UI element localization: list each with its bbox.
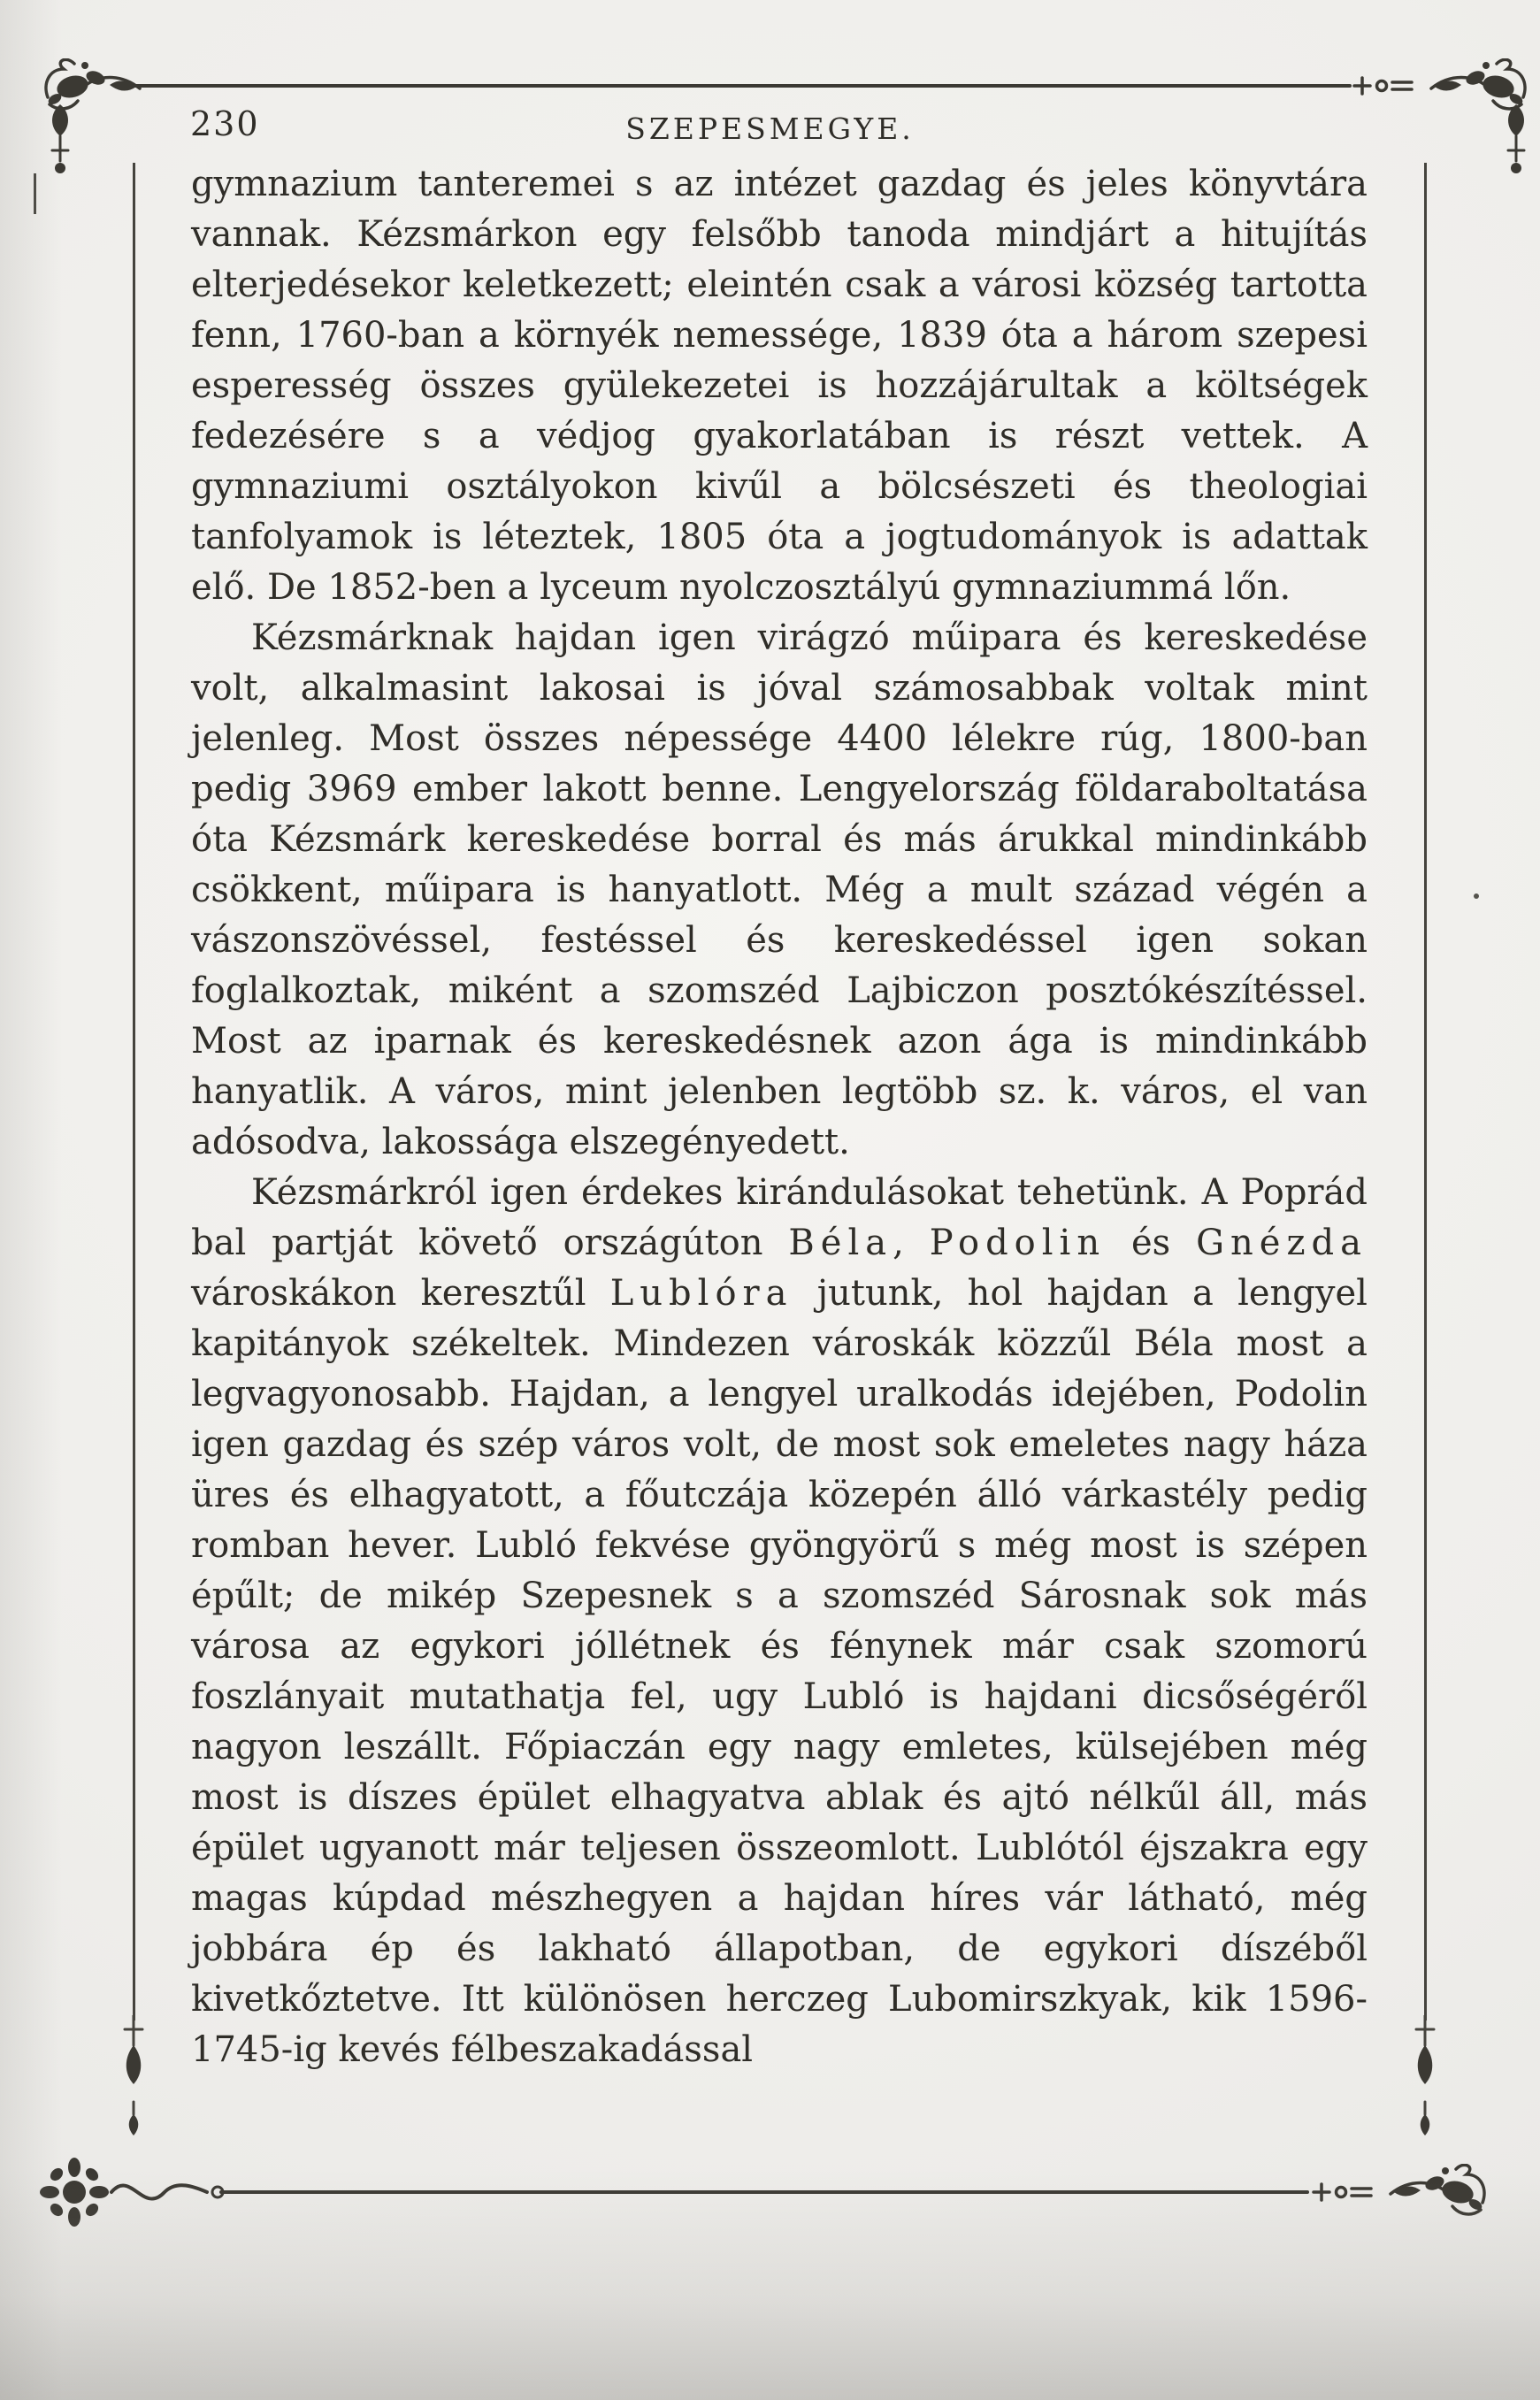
top-rule-end-marks-icon <box>1352 74 1415 97</box>
text-run: jutunk, hol hajdan a lengyel kapitányok székeltek. Mindezen városkák közzűl Béla most a legvagyonosabb. Hajdan, a lengyel uralkodás idejében, Podolin igen gazdag és szép város volt, de most sok emeletes nagy háza üres és elhagyatott, a főutczája közepén álló várkastély pedig romban hever. Lubló fekvése gyöngyörű s még most is szépen épűlt; de mikép Szepesnek s a szomszéd Sárosnak sok más városa az egykori jóllétnek és fénynek már csak szomorú foszlányait mutathatja fel, ugy Lubló is hajdani dicsőségéről nagyon leszállt. Főpiaczán egy nagy emletes, külsejében még most is díszes épület elhagyatva ablak és ajtó nélkűl áll, más épület ugyanott már teljesen összeomlott. Lublótól éjszakra egy magas kúpdad mészhegyen a hajdan híres vár látható, még jobbára ép és lakható állapotban, de egykori díszéből kivetkőztetve. Itt különösen herczeg Lubomirszkyak, kik 1596-1745-ig kevés félbeszakadással <box>191 1273 1368 2070</box>
text-run: Kézsmárkról igen érdekes kirándulásokat tehetünk. A Poprád bal partját követő országúton <box>191 1172 1368 1263</box>
page-left-shading <box>0 0 62 2400</box>
bottom-right-corner-flourish-icon <box>1378 2164 1490 2222</box>
text-run: gymnazium tanteremei s az intézet gazdag és jeles könyvtára vannak. Kézsmárkon egy felsőbb tanoda mindjárt a hitujítás elterjedésekor keletkezett; eleintén csak a városi község tartotta fenn, 1760-ban a környék nemessége, 1839 óta a három szepesi esperesség összes gyülekezetei is hozzájárultak a költségek fedezésére s a védjog gyakorlatában is részt vettek. A gymnaziumi osztályokon kivűl a bölcsészeti és theologiai tanfolyamok is léteztek, 1805 óta a jogtudományok is adattak elő. De 1852-ben a lyceum nyolczosztályú gymnaziummá lőn. <box>191 164 1368 608</box>
scan-artifact-mark <box>34 173 36 214</box>
bottom-frame-rule <box>219 2190 1309 2194</box>
text-run: városkákon keresztűl <box>191 1273 610 1314</box>
right-bottom-tassel-icon <box>1407 2015 1443 2139</box>
page-bottom-shading <box>0 2170 1540 2400</box>
text-run: , <box>893 1223 930 1263</box>
emphasized-place-name: Podolin <box>929 1223 1107 1263</box>
right-frame-rule <box>1424 163 1427 2020</box>
body-text <box>191 159 1368 2075</box>
scan-artifact-dot <box>1474 893 1479 899</box>
emphasized-place-name: Béla <box>788 1223 893 1263</box>
text-run: Kézsmárknak hajdan igen virágzó műipara és kereskedése volt, alkalmasint lakosai is jóval számosabbak voltak mint jelenleg. Most összes népessége 4400 lélekre rúg, 1800-ban pedig 3969 ember lakott benne. Lengyelország földaraboltatása óta Kézsmárk kereskedése borral és más árukkal mindinkább csökkent, műipara is hanyatlott. Még a mult század végén a vászonszövéssel, festéssel és kereskedéssel igen sokan foglalkoztak, miként a szomszéd Lajbiczon posztókészítéssel. Most az iparnak és kereskedésnek azon ága is mindinkább hanyatlik. A város, mint jelenben legtöbb sz. k. város, el van adósodva, lakossága elszegényedett. <box>191 617 1368 1162</box>
emphasized-place-name: Lublóra <box>609 1273 793 1314</box>
paragraph <box>191 1168 1368 2075</box>
page-number: 230 <box>190 104 260 143</box>
paragraph <box>191 613 1368 1168</box>
text-run: és <box>1106 1223 1197 1263</box>
bottom-left-rosette-icon <box>39 2151 229 2233</box>
bottom-rule-end-marks-icon <box>1311 2181 1375 2204</box>
emphasized-place-name: Gnézda <box>1196 1223 1368 1263</box>
paragraph <box>191 159 1368 613</box>
left-frame-rule <box>133 163 135 2020</box>
left-bottom-tassel-icon <box>116 2015 151 2139</box>
top-frame-rule <box>113 84 1352 88</box>
running-title: SZEPESMEGYE. <box>625 111 915 146</box>
